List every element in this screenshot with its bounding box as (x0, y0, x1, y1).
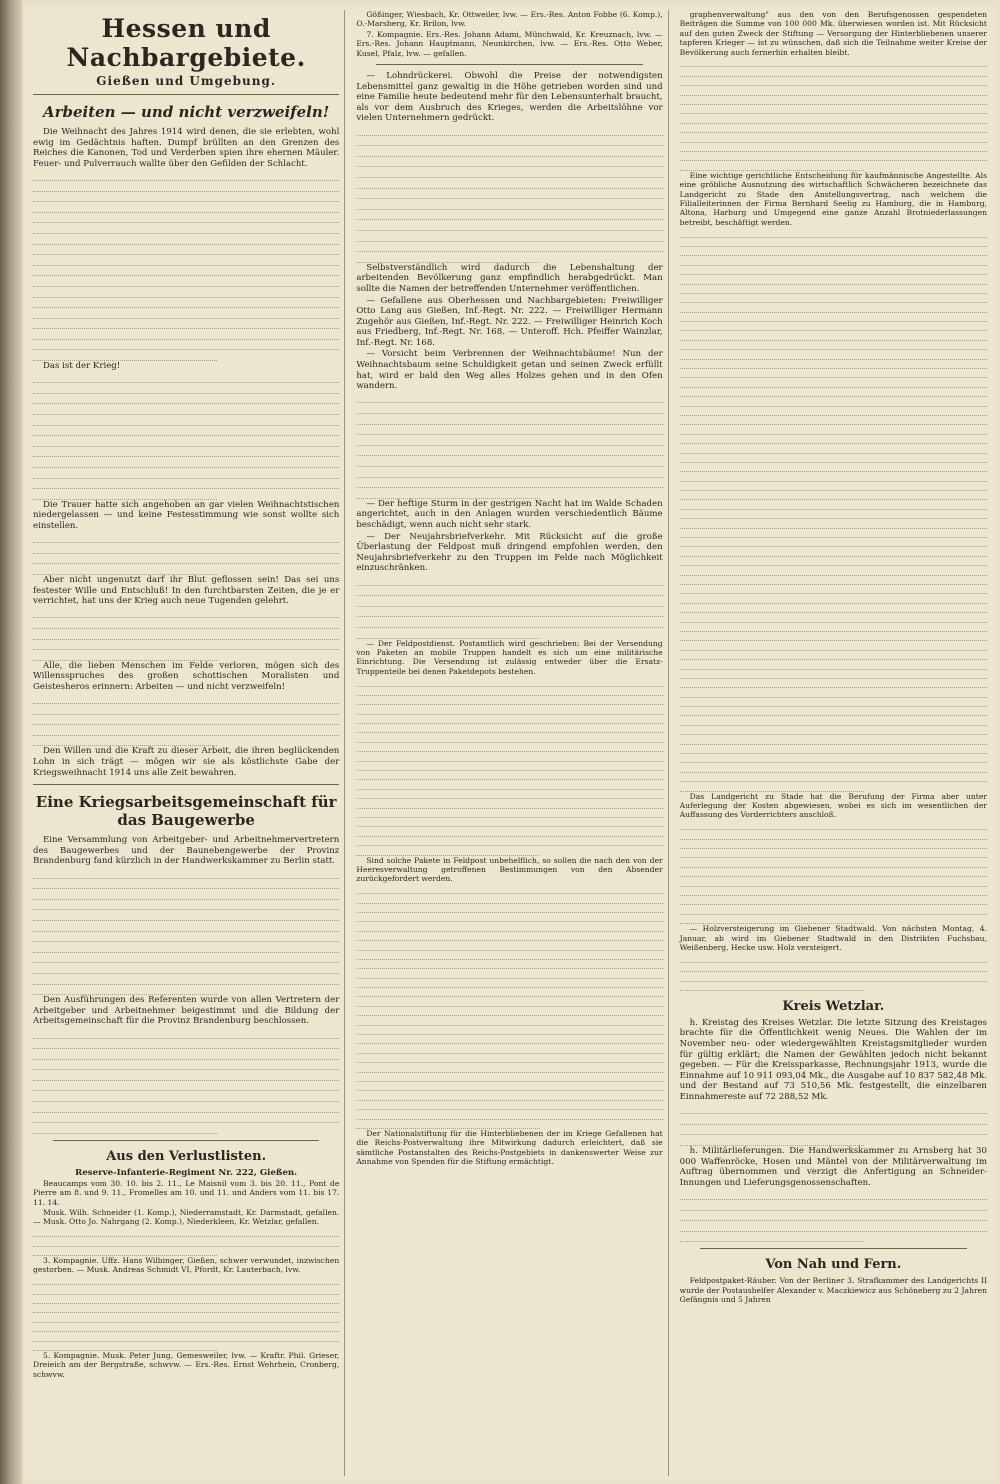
text-block (356, 677, 662, 855)
text-block (33, 693, 339, 746)
text-block (33, 1276, 339, 1351)
text-block (356, 393, 662, 499)
article-title: Arbeiten — und nicht verzweifeln! (42, 103, 330, 121)
article-title: Eine Kriegsarbeitsgemeinschaft für das Baugewerbe (35, 793, 337, 830)
article-paragraph: Die Weihnacht des Jahres 1914 wird denen, die sie erlebten, wohl ewig im Gedächtnis haften. Dumpf brüllten an den Grenzen des Reiches die Kanonen, Tod und Verderben spien ihre ehernen Mäuler. Feuer- und Pulverrauch wallte über den Gefilden der Schlacht. (33, 127, 340, 169)
article-paragraph: — Der Neujahrsbriefverkehr. Mit Rücksicht auf die große Überlastung der Feldpost muß dringend empfohlen werden, den Neujahrsbriefverkehr zu den Truppen im Felde nach Möglichkeit einzuschränken. (356, 531, 663, 574)
article-paragraph: Der Nationalstiftung für die Hinterbliebenen der im Kriege Gefallenen hat die Reichs-Postverwaltung ihre Mitwirkung dadurch erleichtert, daß sie sämtliche Postanstalten des Reichs-Postgebiets in dankenswerter Weise zur Annahme von Spenden für die Stiftung ermächtigt. (356, 1128, 663, 1167)
article-paragraph: graphenverwaltung" aus den von den Berufsgenossen gespendeten Beiträgen die Summe von 100 000 Mk. überwiesen worden ist. Mit Rücksicht auf den guten Zweck der Stiftung — Versorgung der Hinterbliebenen unserer tapferen Krieger — ist zu wünschen, daß sich die Teilnahme weiter Kreise der Bevölkerung auch fernerhin erhalten bleibt. (679, 10, 987, 57)
text-block (33, 373, 339, 500)
article-paragraph: 5. Kompagnie. Musk. Peter Jung, Gemesweiler, lvw. — Kraftr. Phil. Grieser, Dreieich am der Bergstraße, schwvw. — Ers.-Res. Ernst Wehrhein, Cronberg, schwvw. (33, 1350, 340, 1379)
text-block (680, 821, 987, 924)
text-block (33, 533, 339, 575)
article-paragraph: — Gefallene aus Oberhessen und Nachbargebieten: Freiwilliger Otto Lang aus Gießen, Inf.-Regt. Nr. 222. — Freiwilliger Hermann Zugehör aus Gießen, Inf.-Regt. Nr. 222. — Freiwilliger Heinrich Koch aus Friedberg, Inf.-Regt. Nr. 168. — Unteroff. Hch. Pfeiffer Wainzlar, Inf.-Regt. Nr. 168. (356, 295, 663, 348)
section-subhead: Gießen und Umgebung. (96, 74, 277, 88)
article-paragraph: 3. Kompagnie. Uffz. Hans Wilbinger, Gießen, schwer verwundet, inzwischen gestorben. — Musk. Andreas Schmidt VI, Pfordt, Kr. Lauterbach, lvw. (33, 1256, 340, 1275)
text-block (356, 885, 662, 1129)
article-paragraph: — Lohndrückerei. Obwohl die Preise der notwendigsten Lebensmittel ganz gewaltig in die Höhe getrieben worden sind und eine Familie heute bedeutend mehr für den Lebensunterhalt braucht, als vor dem Ausbruch des Krieges, werden die Arbeitslöhne vor vielen Unternehmern gedrückt. (356, 71, 663, 124)
article-paragraph: Musk. Wilh. Schneider (1. Komp.), Niederramstadt, Kr. Darmstadt, gefallen. — Musk. Otto Jo. Nahrgang (2. Komp.), Niederkleen, Kr. Wetzlar, gefallen. (33, 1208, 340, 1227)
divider (33, 94, 339, 95)
section-heading: Kreis Wetzlar. (782, 998, 885, 1014)
text-block (680, 1189, 987, 1242)
article-paragraph: Eine Versammlung von Arbeitgeber- und Arbeitnehmervertretern des Baugewerbes und der Baunebengewerbe der Provinz Brandenburg fand kürzlich in der Handwerkskammer zu Berlin statt. (33, 835, 340, 867)
book-spine (0, 0, 22, 1484)
article-paragraph: Gößinger, Wiesbach, Kr. Ottweiler, lvw. — Ers.-Res. Anton Fobbe (6. Komp.), O.-Marsberg, Kr. Brilon, lvw. (356, 10, 663, 29)
article-paragraph: h. Militärlieferungen. Die Handwerkskammer zu Arnsberg hat 30 000 Waffenröcke, Hosen und Mäntel von der Militärverwaltung im Auftrag übernommen und verzigt die Anfertigung an Schneider-Innungen und Lieferungsgenossenschaften. (679, 1146, 987, 1188)
article-paragraph: Den Willen und die Kraft zu dieser Arbeit, die ihren beglückenden Lohn in sich trägt — mögen wir sie als köstlichste Gabe der Kriegsweihnacht 1914 uns alle Zeit bewahren. (33, 746, 340, 778)
article-paragraph: h. Kreistag des Kreises Wetzlar. Die letzte Sitzung des Kreistages brachte für die Öffentlichkeit wenig Neues. Die Wahlen der im November neu- oder wiedergewählten Kreistagsmitglieder wurden für gültig erklärt; die Namen der Gewählten jedoch nicht bekannt gegeben. — Für die Kreissparkasse, Rechnungsjahr 1913, wurde die Einnahme auf 10 911 093,04 Mk., die Ausgabe auf 10 837 582,48 Mk. und der Bestand auf 73 510,56 Mk. festgestellt, die einzelbaren Einnahmereste auf 72 288,52 Mk. (679, 1017, 987, 1103)
section-heading: Von Nah und Fern. (765, 1257, 902, 1273)
article-paragraph: Aber nicht ungenutzt darf ihr Blut geflossen sein! Das sei uns festester Wille und Entschluß! In den furchtbarsten Zeiten, die je er verrichtet, hat uns der Krieg auch neue Tugenden gelehrt. (33, 574, 340, 607)
column-1 (28, 10, 345, 1476)
section-masthead: Hessen und Nachbargebiete. (66, 14, 306, 72)
column-2 (351, 10, 668, 1476)
article-paragraph: — Der heftige Sturm in der gestrigen Nacht hat im Walde Schaden angerichtet, auch in den Anlagen wurden verschiedentlich Bäume beschädigt, wenn auch nicht sehr stark. (356, 498, 663, 530)
text-block (680, 58, 987, 171)
text-block (33, 868, 339, 995)
article-paragraph: Selbstverständlich wird dadurch die Lebenshaltung der arbeitenden Bevölkerung ganz empfindlich herabgedrückt. Man sollte die Namen der betreffenden Unternehmer veröffentlichen. (356, 262, 663, 294)
newspaper-page (24, 6, 996, 1480)
article-paragraph: Sind solche Pakete in Feldpost unbehelflich, so sollen die nach den von der Heeresverwaltung getroffenen Bestimmungen von den Absender zurückgefordert werden. (356, 855, 663, 884)
article-paragraph: — Vorsicht beim Verbrennen der Weihnachtsbäume! Nun der Weihnachtsbaum seine Schuldigkeit getan und seinen Zweck erfüllt hat, wird er bald den Weg alles Holzes gehen und in den Ofen wandern. (356, 349, 663, 392)
article-paragraph: Feldpostpaket-Räuber. Von der Berliner 3. Strafkammer des Landgerichts II wurde der Postaushelfer Alexander v. Maczkiewicz aus Schöneberg zu 2 Jahren Gefängnis und 5 Jahren (679, 1276, 987, 1305)
article-paragraph: Beaucamps vom 30. 10. bis 2. 11., Le Maisnil vom 3. bis 20. 11., Pont de Pierre am 8. und 9. 11., Fromelles am 10. und 11. und Anders vom 11. bis 17. 11. 14. (33, 1178, 340, 1207)
article-paragraph: Den Ausführungen des Referenten wurde von allen Vertretern der Arbeitgeber und Arbeitnehmer beigestimmt und die Bildung der Arbeitsgemeinschaft für die Provinz Brandenburg beschlossen. (33, 995, 340, 1027)
text-block (33, 1028, 339, 1134)
text-block (33, 608, 339, 661)
column-3 (675, 10, 992, 1476)
divider (53, 1140, 319, 1141)
article-paragraph: Eine wichtige gerichtliche Entscheidung für kaufmännische Angestellte. Als eine gröbliche Ausnutzung des wirtschaftlich Schwächeren bezeichnete das Landgericht zu Stade den Anstellungsvertrag, nach welchem die Filialleiterinnen der Firma Bernhard Seelig zu Hamburg, die in Hamburg, Altona, Harburg und Umgegend eine ganze Anzahl Brotniederlassungen betreibt, beschäftigt werden. (679, 170, 987, 227)
article-paragraph: — Der Feldpostdienst. Postamtlich wird geschrieben: Bei der Versendung von Paketen an mobile Truppen handelt es sich um eine militärische Einrichtung. Die Versendung ist zulässig entweder über die Ersatz-Truppenteile bei denen Paketdepots bestehen. (356, 638, 663, 676)
text-block (356, 575, 662, 639)
text-block (680, 1104, 987, 1146)
regiment-heading: Reserve-Infanterie-Regiment Nr. 222, Gießen. (75, 1167, 298, 1178)
article-paragraph: Alle, die lieben Menschen im Felde verloren, mögen sich des Willensspruches des großen schottischen Moralisten und Geistesheros erinnern: Arbeiten — und nicht verzweifeln! (33, 660, 340, 692)
article-paragraph: Die Trauer hatte sich angehoben an gar vielen Weihnachtstischen niedergelassen — und keine Festesstimmung wie sonst wollte sich einstellen. (33, 499, 340, 531)
text-block (33, 170, 339, 361)
article-paragraph: — Holzversteigerung im Giebener Stadtwald. Von nächsten Montag, 4. Januar, ab wird im Giebener Stadtwald in den Distrikten Fuchsbau, Weißenberg, Hecke usw. Holz versteigert. (679, 924, 987, 952)
divider (33, 784, 339, 785)
divider (376, 64, 642, 65)
article-paragraph: 7. Kompagnie. Ers.-Res. Johann Adami, Münchwald, Kr. Kreuznach, lvw. — Ers.-Res. Johann Hauptmann, Neunkirchen, lvw. — Ers.-Res. Otto Weber, Kusel, Pfalz, lvw. — gefallen. (356, 29, 663, 58)
text-block (680, 953, 987, 991)
article-paragraph: Das Landgericht zu Stade hat die Berufung der Firma aber unter Auferlegung der Kosten abgewiesen, wobei es sich im wesentlichen der Auffassung des Vorderrichters anschloß. (679, 791, 987, 820)
divider (700, 1248, 967, 1249)
article-title: Aus den Verlustlisten. (106, 1148, 267, 1164)
article-paragraph: Das ist der Krieg! (43, 361, 121, 372)
text-block (33, 1228, 339, 1256)
text-block (680, 228, 987, 791)
text-block (356, 125, 662, 263)
